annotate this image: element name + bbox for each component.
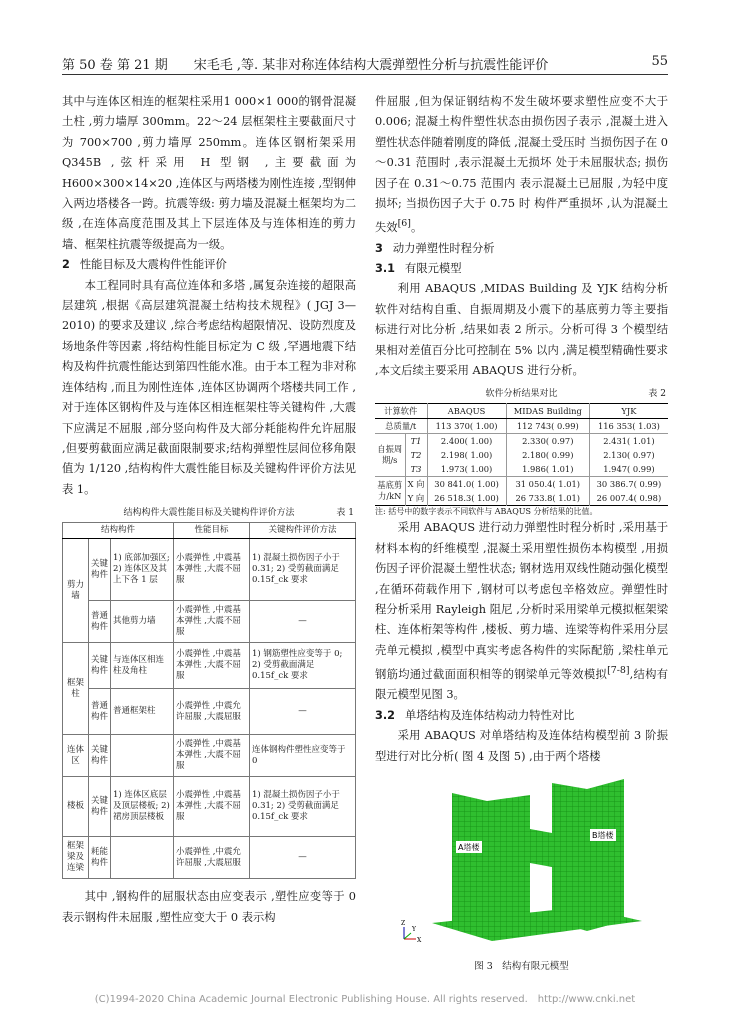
table-cell: 26 733.8( 1.01) xyxy=(506,491,589,506)
axis-y-label: Y xyxy=(411,926,416,934)
table-cell: 30 386.7( 0.99) xyxy=(589,477,668,492)
table-cell xyxy=(111,735,174,777)
table-cell: 26 007.4( 0.98) xyxy=(596,492,662,503)
table-cell: 关键构件 xyxy=(89,643,111,689)
tower-a-side xyxy=(452,793,487,931)
table-cell: 2.330( 0.97) xyxy=(506,434,589,449)
table-number: 表 2 xyxy=(648,389,666,400)
section-title: 性能目标及大震构件性能评价 xyxy=(79,258,227,272)
table-header-row xyxy=(63,523,356,539)
table-cell: 与连体区相连柱及角柱 xyxy=(111,643,174,689)
connection-bridge xyxy=(530,829,552,867)
table-cell: YJK xyxy=(589,404,668,419)
paragraph-text: 采用 ABAQUS 进行动力弹塑性时程分析时 ,采用基于材料本构的纤维模型 ,混凝土采用塑性损伤本构模型 ,用损伤因子评价混凝土塑性状态; 钢材选用双线性随动强化模型 ,在循环荷载作用下 ,钢材可以考虑包辛格效应。弹塑性时程分析采用 Rayleigh 阻尼 ,分析时采用梁单元模拟框架梁柱、连体桁架等构件 ,楼板、剪力墙、连梁等构件采用分层壳单元模拟 ,模型中真实考虑各构件的实际配筋 ,梁柱单元钢筋均通过截面面积相等的钢梁单元等效模拟 xyxy=(375,521,668,682)
table-row xyxy=(63,735,356,777)
table-cell: 楼板 xyxy=(63,777,89,837)
table-row xyxy=(63,539,356,601)
table-cell: 1) 钢筋塑性应变等于 0; 2) 受剪截面满足 0.15f_ck 要求 xyxy=(250,643,356,689)
section-number: 2 xyxy=(62,258,70,272)
paragraph: 采用 ABAQUS 对单塔结构及连体结构模型前 3 阶振型进行对比分析( 图 4 及图 5) ,由于两个塔楼 xyxy=(375,729,668,763)
copyright-footer: (C)1994-2020 China Academic Journal Electronic Publishing House. All rights reserved. http://www.cnki.net xyxy=(94,994,636,1005)
table-title: 软件分析结果对比 xyxy=(485,389,558,400)
fem-model-image xyxy=(392,771,652,947)
table-cell: 性能目标 xyxy=(174,523,250,539)
table-cell: 小震弹性 ,中震基本弹性 ,大震不屈服 xyxy=(174,643,250,689)
axis-z-label: Z xyxy=(400,920,405,928)
table-cell: 116 353( 1.03) xyxy=(597,420,660,431)
table-cell: 2.198( 1.00) xyxy=(427,448,506,462)
table-cell: — xyxy=(250,837,356,879)
table-cell: T1 xyxy=(405,434,427,449)
table-cell: 结构构件 xyxy=(63,523,174,539)
table-caption xyxy=(62,506,356,520)
section-number: 3.1 xyxy=(375,262,396,276)
page-number: 55 xyxy=(651,54,668,69)
axis-triad xyxy=(401,920,422,944)
table-cell: 1) 连体区底层及顶层楼板; 2) 裙房顶层楼板 xyxy=(111,777,174,837)
table-header-row xyxy=(375,404,668,419)
section-number: 3 xyxy=(375,241,383,255)
table-cell: MIDAS Building xyxy=(506,404,589,419)
table-cell: 1.947( 0.99) xyxy=(603,463,655,474)
paragraph xyxy=(375,518,668,705)
table-cell: 1) 底部加强区; 2) 连体区及其上下各 1 层 xyxy=(111,539,174,601)
table-note: 注: 括号中的数字表示不同软件与 ABAQUS 分析结果的比值。 xyxy=(375,507,598,517)
table-cell: 1.973( 1.00) xyxy=(427,462,506,477)
section-title: 动力弹塑性时程分析 xyxy=(392,241,495,255)
table-cell: T2 xyxy=(405,448,427,462)
table-cell: 计算软件 xyxy=(375,404,427,419)
table-cell: 小震弹性 ,中震基本弹性 ,大震不屈服 xyxy=(174,777,250,837)
table-row xyxy=(375,448,668,462)
table-cell: 2.400( 1.00) xyxy=(427,434,506,449)
table-cell: — xyxy=(250,601,356,643)
table-cell: 总质量/t xyxy=(375,419,427,434)
performance-table xyxy=(62,522,356,879)
table-cell xyxy=(111,837,174,879)
section-number: 3.2 xyxy=(375,708,396,722)
table-row xyxy=(63,601,356,643)
table-row xyxy=(63,689,356,735)
table-cell: 其他剪力墙 xyxy=(111,601,174,643)
table-cell: 小震弹性 ,中震允许屈服 ,大震屈服 xyxy=(174,689,250,735)
table-cell: 普通框架柱 xyxy=(111,689,174,735)
table-row xyxy=(375,419,668,434)
tower-b-label: B塔楼 xyxy=(591,831,613,841)
table-cell: 自振周期/s xyxy=(375,434,405,477)
section-heading xyxy=(62,255,356,275)
table-cell: 1) 混凝土损伤因子小于 0.31; 2) 受剪截面满足 0.15f_ck 要求 xyxy=(250,539,356,601)
table-row xyxy=(63,643,356,689)
citation: [7-8] xyxy=(607,665,630,677)
paragraph: 件屈服 ,但为保证钢结构不发生破坏要求塑性应变不大于 0.006; 混凝土构件塑性状态由损伤因子表示 ,混凝土进入塑性状态伴随着刚度的降低 ,混凝土受压时 当损伤因子在 0～0.31 范围时 ,表示混凝土无损坏 处于未屈服状态; 损伤因子在 0.31～0.75 范围内 表示混凝土已屈服 ,为轻中度损坏; 当损伤因子大于 0.75 时 构件严重损坏 ,认为混凝土失效[6]。 xyxy=(375,95,668,235)
table-cell: 关键构件 xyxy=(89,735,111,777)
left-column xyxy=(62,92,356,928)
section-heading xyxy=(375,239,668,259)
table-cell: 小震弹性 ,中震基本弹性 ,大震不屈服 xyxy=(174,539,250,601)
table-cell: 112 743( 0.99) xyxy=(506,419,589,434)
table-cell: 耗能构件 xyxy=(89,837,111,879)
table-cell: 关键构件 xyxy=(89,539,111,601)
table-cell: 关键构件 xyxy=(89,777,111,837)
right-column xyxy=(375,92,668,972)
paragraph: 其中 ,钢构件的屈服状态由应变表示 ,塑性应变等于 0 表示钢构件未屈服 ,塑性应变大于 0 表示构 xyxy=(62,890,356,924)
table-cell: 2.130( 0.97) xyxy=(603,449,655,460)
table-row xyxy=(63,777,356,837)
tower-a-front xyxy=(487,795,530,931)
subsection-heading xyxy=(375,259,668,279)
table-cell: Y 向 xyxy=(405,491,427,506)
table-cell: 31 050.4( 1.01) xyxy=(506,477,589,492)
table-row xyxy=(375,434,668,449)
table-cell: 小震弹性 ,中震基本弹性 ,大震不屈服 xyxy=(174,601,250,643)
table-cell: 2.431( 1.01) xyxy=(589,434,668,449)
table-title: 结构构件大震性能目标及关键构件评价方法 xyxy=(123,508,295,519)
citation: [6] xyxy=(397,218,411,230)
table-cell: 26 518.3( 1.00) xyxy=(427,491,506,506)
table-row xyxy=(375,491,668,506)
table-cell: 基底剪力/kN xyxy=(375,477,405,506)
software-comparison-table xyxy=(375,403,668,506)
paragraph: 其中与连体区相连的框架柱采用1 000×1 000的钢骨混凝土柱 ,剪力墙厚 300mm。22～24 层框架柱主要截面尺寸为 700×700 ,剪力墙厚 250mm。连体区钢桁架采用 Q345B ,弦杆采用 H 型钢 ,主要截面为 H600×300×14×20 ,连体区与两塔楼为刚性连接 ,型钢伸入两边塔楼各一跨。抗震等级: 剪力墙及混凝土框架均为二级 ,在连体高度范围及其上下层连体及与连体相连的剪力墙、框架柱抗震等级提高为一级。 xyxy=(62,95,356,251)
table-cell: 小震弹性 ,中震基本弹性 ,大震不屈服 xyxy=(174,735,250,777)
table-number: 表 1 xyxy=(336,508,354,519)
running-header xyxy=(62,52,668,75)
paragraph-text: 件屈服 ,但为保证钢结构不发生破坏要求塑性应变不大于 0.006; 混凝土构件塑性状态由损伤因子表示 ,混凝土进入塑性状态伴随着刚度的降低 ,混凝土受压时 当损伤因子在 0～0.31 范围时 ,表示混凝土无损坏 处于未屈服状态; 损伤因子在 0.31～0.75 范围内 表示混凝土已屈服 ,为轻中度损坏; 当损伤因子大于 0.75 时 构件严重损坏 ,认为混凝土失效 xyxy=(375,95,668,235)
table-cell: 关键构件评价方法 xyxy=(250,523,356,539)
table-cell: 剪力墙 xyxy=(63,539,89,643)
table-cell: 普通构件 xyxy=(89,601,111,643)
figure-caption: 图 3 结构有限元模型 xyxy=(474,960,569,972)
table-cell: 113 370( 1.00) xyxy=(427,419,506,434)
table-cell: 1.986( 1.01) xyxy=(506,462,589,477)
table-cell: 30 841.0( 1.00) xyxy=(427,477,506,492)
table-cell: X 向 xyxy=(405,477,427,492)
table-cell: 1) 混凝土损伤因子小于 0.31; 2) 受剪截面满足 0.15f_ck 要求 xyxy=(250,777,356,837)
axis-y-line xyxy=(404,933,411,939)
tower-a-label: A塔楼 xyxy=(457,843,479,853)
table-cell: 连体区 xyxy=(63,735,89,777)
table-row xyxy=(375,462,668,477)
axis-x-label: X xyxy=(416,937,421,945)
table-cell: T3 xyxy=(405,462,427,477)
header-title: 第 50 卷 第 21 期 宋毛毛 ,等. 某非对称连体结构大震弹塑性分析与抗震性能评价 xyxy=(62,58,549,73)
paragraph-text: ,结构有限元模型见图 3。 xyxy=(375,668,668,702)
table-cell: — xyxy=(250,689,356,735)
figure-fem-model xyxy=(392,771,652,972)
tower-b-front xyxy=(587,779,624,931)
table-cell: 连体钢构件塑性应变等于 0 xyxy=(250,735,356,777)
subsection-heading xyxy=(375,706,668,726)
table-row xyxy=(375,477,668,492)
section-title: 单塔结构及连体结构动力特性对比 xyxy=(405,708,575,722)
section-title: 有限元模型 xyxy=(405,262,462,276)
paragraph: 利用 ABAQUS ,MIDAS Building 及 YJK 结构分析软件对结构自重、自振周期及小震下的基底剪力等主要指标进行对比分析 ,结果如表 2 所示。分析可得 3 个模型结果相对差值百分比可控制在 5% 以内 ,满足模型精确性要求 ,本文后续主要采用 ABAQUS 进行分析。 xyxy=(375,282,668,378)
table-cell: 小震弹性 ,中震允许屈服 ,大震屈服 xyxy=(174,837,250,879)
table-caption xyxy=(375,387,668,401)
table-cell: 普通构件 xyxy=(89,689,111,735)
table-cell: 2.180( 0.99) xyxy=(506,448,589,462)
paragraph: 本工程同时具有高位连体和多塔 ,属复杂连接的超限高层建筑 ,根据《高层建筑混凝土结构技术规程》( JGJ 3—2010) 的要求及建议 ,综合考虑结构超限情况、设防烈度及场地条件等因素 ,将结构性能目标定为 C 级 ,罕遇地震下结构及构件抗震性能达到第四性能水准。由于本工程为非对称连体结构 ,而且为刚性连体 ,连体区协调两个塔楼共同工作 ,对于连体区钢构件及与连体区相连框架柱等关键构件 ,大震下应满足不屈服 ,部分竖向构件及大部分耗能构件允许屈服 ,但要剪截面应满足截面限制要求;结构弹塑性层间位移角限值为 1/120 ,结构构件大震性能目标及关键构件评价方法见表 1。 xyxy=(62,278,356,496)
table-cell: ABAQUS xyxy=(427,404,506,419)
table-cell: 框架梁及连梁 xyxy=(63,837,89,879)
table-row xyxy=(63,837,356,879)
table-cell: 框架柱 xyxy=(63,643,89,735)
